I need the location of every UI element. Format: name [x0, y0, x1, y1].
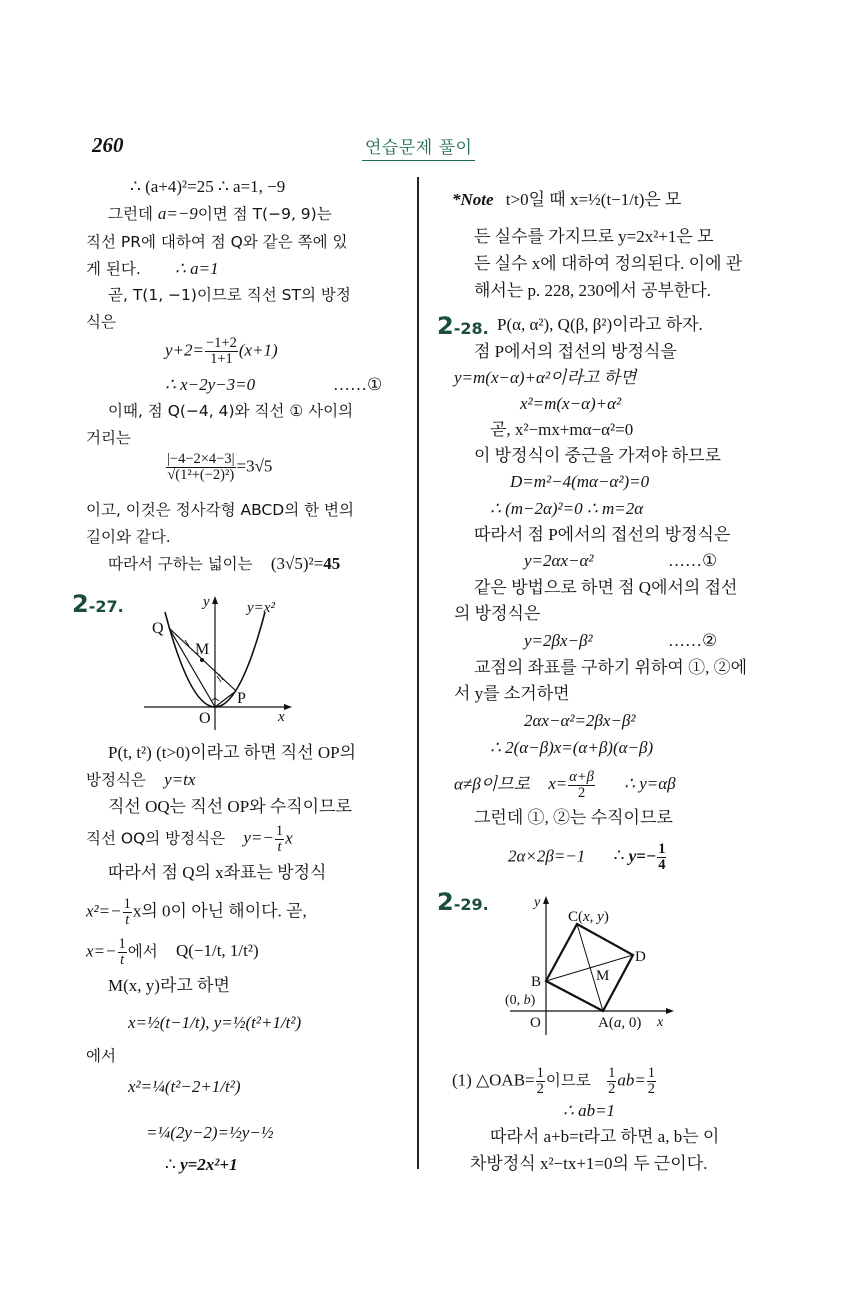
y-axis-arrow-icon — [212, 596, 218, 604]
label-number: -28. — [453, 319, 489, 338]
text-line: 차방정식 x²−tx+1=0의 두 근이다. — [470, 1154, 708, 1173]
eq-line: =¼(2y−2)=½y−½ — [146, 1123, 274, 1142]
fraction — [568, 770, 595, 801]
math: y+2= — [165, 340, 204, 360]
text: 이면 점 T(−9, 9)는 — [197, 205, 332, 223]
fraction — [275, 824, 284, 855]
parabola-figure — [140, 590, 300, 740]
eq-line: D=m²−4(mα−α²)=0 — [510, 472, 650, 491]
eq-line: x²=m(x−α)+α² — [520, 394, 622, 413]
text: t>0일 때 x=½(t−1/t)은 모 — [505, 190, 682, 209]
math: x²=− — [86, 901, 122, 921]
svg-text:C(x, y): C(x, y) — [568, 909, 609, 925]
fraction — [647, 1066, 656, 1097]
eq-line — [165, 374, 383, 396]
x-axis-arrow-icon — [284, 704, 292, 710]
text-line: 이고, 이것은 정사각형 ABCD의 한 변의 — [86, 501, 354, 519]
denominator: 2 — [577, 785, 586, 801]
eq-line — [524, 630, 718, 652]
text-line: 따라서 점 Q의 x좌표는 방정식 — [108, 863, 327, 882]
svg-text:B: B — [531, 974, 542, 990]
fraction — [607, 1066, 616, 1097]
math: ab= — [617, 1070, 646, 1090]
text: 직선 OQ의 방정식은 — [86, 829, 226, 848]
text-line: 그런데 ①, ②는 수직이므로 — [474, 808, 673, 827]
text: 에서 — [127, 942, 158, 961]
numerator: 1 — [608, 1065, 616, 1081]
text-line: 서 y를 소거하면 — [454, 684, 570, 703]
math: a=−9 — [157, 204, 198, 223]
math: y=tx — [164, 770, 196, 789]
math: ∴ x−2y−3=0 — [165, 375, 256, 394]
eq-line: x²=¼(t²−2+1/t²) — [128, 1077, 241, 1096]
math: x — [285, 828, 293, 848]
math: (x+1) — [238, 340, 278, 360]
text-line: 직선 OQ는 직선 OP와 수직이므로 — [108, 797, 352, 816]
svg-text:M: M — [596, 968, 610, 984]
math: ∴ y=αβ — [624, 774, 676, 794]
svg-text:y: y — [534, 895, 541, 910]
note-line: 든 실수를 가지므로 y=2x²+1은 모 — [474, 227, 714, 246]
text: 그런데 — [108, 205, 158, 223]
denominator: t — [125, 912, 130, 928]
svg-text:O: O — [530, 1015, 541, 1031]
running-head: 연습문제 풀이 — [362, 133, 475, 161]
eq-line: ∴ (m−2α)²=0 ∴ m=2α — [490, 499, 644, 518]
note-line — [452, 189, 681, 211]
denominator: 2 — [536, 1081, 544, 1097]
text-line: 점 P에서의 접선의 방정식을 — [474, 342, 677, 361]
text-line: 같은 방법으로 하면 점 Q에서의 접선 — [474, 578, 738, 597]
numerator: |−4−2×4−3| — [167, 451, 235, 467]
equation-tag: ……① — [668, 551, 718, 570]
text-line: P(α, α²), Q(β, β²)이라고 하자. — [497, 315, 703, 334]
text-line: 이 방정식이 중근을 가져야 하므로 — [474, 446, 721, 465]
eq-line: 2αx−α²=2βx−β² — [524, 711, 636, 730]
fraction — [205, 336, 238, 367]
column-divider — [417, 177, 419, 1169]
answer-fraction — [657, 842, 666, 873]
denominator: 1+1 — [210, 351, 233, 367]
text: 방정식은 — [86, 771, 146, 789]
text-line: 따라서 점 P에서의 접선의 방정식은 — [474, 525, 731, 544]
text-line — [86, 258, 219, 280]
svg-text:x: x — [278, 709, 285, 725]
x-axis-arrow-icon — [666, 1008, 674, 1014]
svg-text:A(a, 0): A(a, 0) — [598, 1015, 642, 1031]
text-line — [108, 203, 332, 225]
eq-line: ∴ 2(α−β)x=(α+β)(α−β) — [490, 738, 654, 757]
text-line: 이때, 점 Q(−4, 4)와 직선 ① 사이의 — [108, 402, 354, 420]
numerator: 1 — [275, 823, 284, 839]
svg-text:y=x²: y=x² — [247, 600, 275, 616]
text: 따라서 구하는 넓이는 — [108, 555, 253, 573]
numerator: α+β — [569, 769, 594, 785]
numerator: −1+2 — [206, 335, 237, 351]
math: y=2βx−β² — [524, 631, 593, 650]
eq-line: x=½(t−1/t), y=½(t²+1/t²) — [128, 1013, 302, 1032]
math: Q(−1/t, 1/t²) — [175, 941, 259, 961]
text-line: 에서 — [86, 1047, 116, 1065]
math: α≠β이므로 — [454, 774, 530, 794]
label-number: -29. — [453, 895, 489, 914]
eq-line — [165, 452, 272, 483]
note-line: 해서는 p. 228, 230에서 공부한다. — [474, 281, 712, 300]
fraction — [118, 937, 127, 968]
note-label: *Note — [452, 190, 494, 209]
math: x= — [548, 774, 568, 794]
eq-line — [452, 1066, 657, 1097]
text-line: 직선 PR에 대하여 점 Q와 같은 쪽에 있 — [86, 233, 348, 251]
denominator: t — [120, 952, 125, 968]
text: 이므로 — [545, 1071, 591, 1090]
text-line: 곧, T(1, −1)이므로 직선 ST의 방정 — [108, 286, 351, 304]
note-line: 든 실수 x에 대하여 정의된다. 이에 관 — [474, 254, 743, 273]
eq-line: y=m(x−α)+α²이라고 하면 — [454, 368, 637, 387]
svg-text:x: x — [657, 1015, 664, 1030]
text-line — [86, 824, 293, 855]
denominator: 2 — [647, 1081, 656, 1097]
y-axis-arrow-icon — [543, 896, 549, 904]
svg-text:y: y — [203, 594, 210, 610]
label-chapter: 2 — [437, 888, 454, 916]
label-chapter: 2 — [437, 312, 454, 340]
denominator: 2 — [608, 1081, 616, 1097]
text-line: 교점의 좌표를 구하기 위하여 ①, ②에 — [474, 658, 747, 677]
text-line — [108, 553, 340, 575]
eq-line: ∴ ab=1 — [563, 1101, 616, 1120]
square-figure — [500, 890, 680, 1040]
label-number: -27. — [88, 597, 124, 616]
equation-tag: ……① — [333, 375, 383, 394]
svg-text:Q: Q — [152, 620, 164, 637]
eq-line — [508, 842, 667, 873]
text: x의 0이 아닌 해이다. 곧, — [132, 901, 307, 921]
text-line: P(t, t²) (t>0)이라고 하면 직선 OP의 — [108, 743, 357, 762]
svg-text:(0, b): (0, b) — [505, 993, 536, 1008]
math: (3√5)²= — [270, 554, 324, 573]
page-number: 260 — [92, 133, 124, 157]
problem-label-2-29 — [437, 888, 489, 916]
math: =3√5 — [236, 456, 273, 476]
math: y=2αx−α² — [524, 551, 594, 570]
eq-line: 곧, x²−mx+mα−α²=0 — [490, 420, 634, 439]
answer: y=2x²+1 — [180, 1155, 238, 1174]
math: ∴ — [165, 1155, 181, 1174]
text-line — [86, 897, 307, 928]
eq-line: ∴ (a+4)²=25 ∴ a=1, −9 — [130, 177, 286, 196]
denominator: 4 — [658, 857, 666, 873]
fraction — [536, 1066, 545, 1097]
eq-line — [524, 550, 718, 572]
problem-label-2-27 — [72, 590, 124, 618]
math: y=− — [243, 828, 274, 848]
eq-line — [165, 336, 278, 367]
numerator: 1 — [658, 841, 666, 857]
math: 2α×2β=−1 — [508, 846, 586, 866]
text-line: 식은 — [86, 313, 116, 331]
svg-text:D: D — [635, 949, 646, 965]
text-line — [86, 937, 259, 968]
text-line: 거리는 — [86, 429, 131, 447]
math: x=− — [86, 941, 117, 961]
problem-label-2-28 — [437, 312, 489, 340]
answer: y=− — [628, 846, 657, 866]
text-line — [86, 769, 195, 791]
eq-line — [165, 1154, 238, 1176]
svg-text:M: M — [195, 641, 210, 658]
numerator: 1 — [536, 1065, 544, 1081]
equation-tag: ……② — [668, 631, 718, 650]
fraction — [166, 452, 236, 483]
math: ∴ — [613, 846, 629, 866]
text: 게 된다. — [86, 260, 141, 278]
answer: 45 — [323, 554, 341, 573]
eq-line — [454, 770, 676, 801]
text-line: 길이와 같다. — [86, 528, 171, 546]
label-chapter: 2 — [72, 590, 89, 618]
text-line: 의 방정식은 — [454, 604, 541, 623]
fraction — [123, 897, 132, 928]
denominator: √(1²+(−2)²) — [167, 467, 235, 483]
math: ∴ a=1 — [175, 259, 219, 278]
text-line: M(x, y)라고 하면 — [108, 976, 230, 995]
numerator: 1 — [118, 936, 126, 952]
math: (1) △OAB= — [452, 1070, 535, 1090]
numerator: 1 — [647, 1065, 656, 1081]
denominator: t — [277, 839, 282, 855]
text-line: 따라서 a+b=t라고 하면 a, b는 이 — [490, 1127, 720, 1146]
numerator: 1 — [123, 896, 131, 912]
svg-text:P: P — [237, 690, 246, 707]
svg-text:O: O — [199, 710, 211, 727]
